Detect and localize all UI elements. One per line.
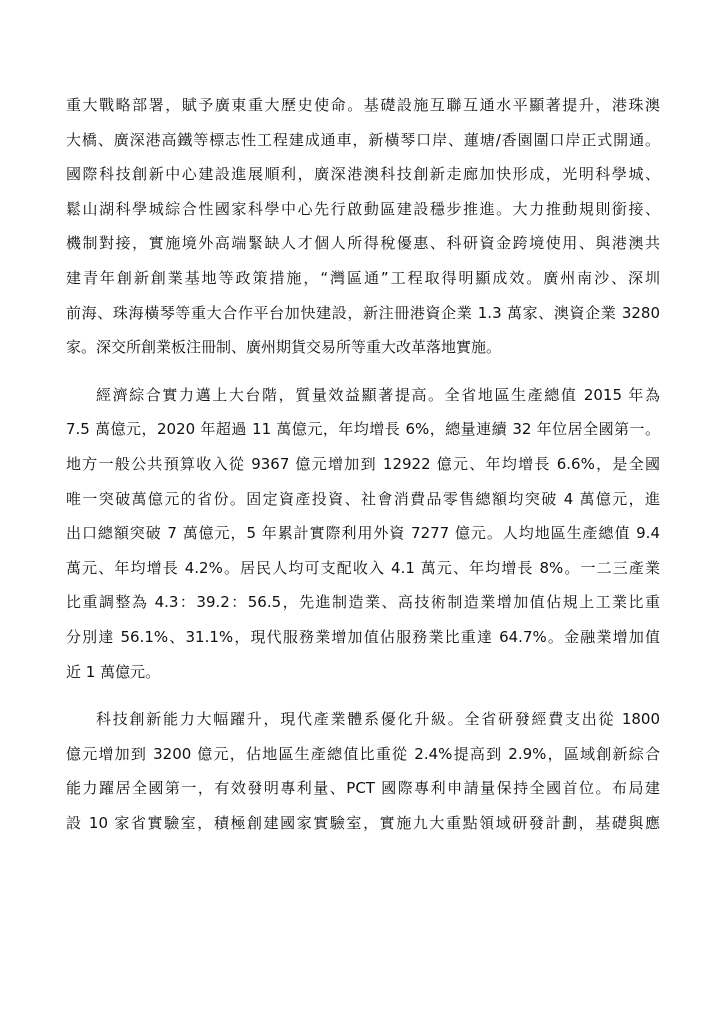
text-line: 7.5 萬億元，2020 年超過 11 萬億元，年均增長 6%，總量連續 32 年位居全國第一。	[66, 420, 660, 439]
paragraph-innovation	[66, 702, 660, 840]
text-line: 地方一般公共預算收入從 9367 億元增加到 12922 億元、年均增長 6.6%，是全國	[66, 454, 660, 473]
paragraph-spacer	[66, 689, 660, 702]
text-line: 國際科技創新中心建設進展順利，廣深港澳科技創新走廊加快形成，光明科學城、	[66, 165, 660, 184]
text-line: 能力躍居全國第一，有效發明專利量、PCT 國際專利申請量保持全國首位。布局建	[66, 779, 660, 798]
text-line: 萬元、年均增長 4.2%。居民人均可支配收入 4.1 萬元、年均增長 8%。一二三產業	[66, 558, 660, 577]
text-line: 經濟綜合實力邁上大台階，質量效益顯著提高。全省地區生產總值 2015 年為	[96, 385, 660, 404]
text-line: 重大戰略部署，賦予廣東重大歷史使命。基礎設施互聯互通水平顯著提升，港珠澳	[66, 96, 660, 114]
text-line: 設 10 家省實驗室，積極創建國家實驗室，實施九大重點領域研發計劃，基礎與應	[66, 813, 660, 832]
text-line: 鬆山湖科學城綜合性國家科學中心先行啟動區建設穩步推進。大力推動規則銜接、	[66, 199, 660, 218]
text-line: 唯一突破萬億元的省份。固定資產投資、社會消費品零售總額均突破 4 萬億元，進	[66, 489, 660, 508]
paragraph-economic-strength	[66, 378, 660, 689]
document-page	[66, 88, 660, 840]
text-line: 前海、珠海橫琴等重大合作平台加快建設，新注冊港資企業 1.3 萬家、澳資企業 3280	[66, 303, 660, 322]
text-line: 比重調整為 4.3：39.2：56.5，先進制造業、高技術制造業增加值佔規上工業比重	[66, 593, 660, 612]
text-line: 分別達 56.1%、31.1%，現代服務業增加值佔服務業比重達 64.7%。金融業增加值	[66, 627, 660, 646]
text-line: 億元增加到 3200 億元，佔地區生產總值比重從 2.4%提高到 2.9%，區域創新綜合	[66, 744, 660, 763]
paragraph-greater-bay-area	[66, 88, 660, 365]
text-line: 大橋、廣深港高鐵等標志性工程建成通車，新橫琴口岸、蓮塘/香園圍口岸正式開通。	[66, 130, 660, 149]
text-line: 出口總額突破 7 萬億元，5 年累計實際利用外資 7277 億元。人均地區生產總值 9.4	[66, 524, 660, 543]
text-line: 建青年創新創業基地等政策措施，“灣區通”工程取得明顯成效。廣州南沙、深圳	[66, 268, 660, 287]
text-line: 近 1 萬億元。	[66, 662, 161, 681]
text-line: 機制對接，實施境外高端緊缺人才個人所得稅優惠、科研資金跨境使用、與港澳共	[66, 234, 660, 253]
text-line: 家。深交所創業板注冊制、廣州期貨交易所等重大改革落地實施。	[66, 338, 502, 357]
text-line: 科技創新能力大幅躍升，現代產業體系優化升級。全省研發經費支出從 1800	[96, 710, 660, 729]
paragraph-spacer	[66, 365, 660, 378]
